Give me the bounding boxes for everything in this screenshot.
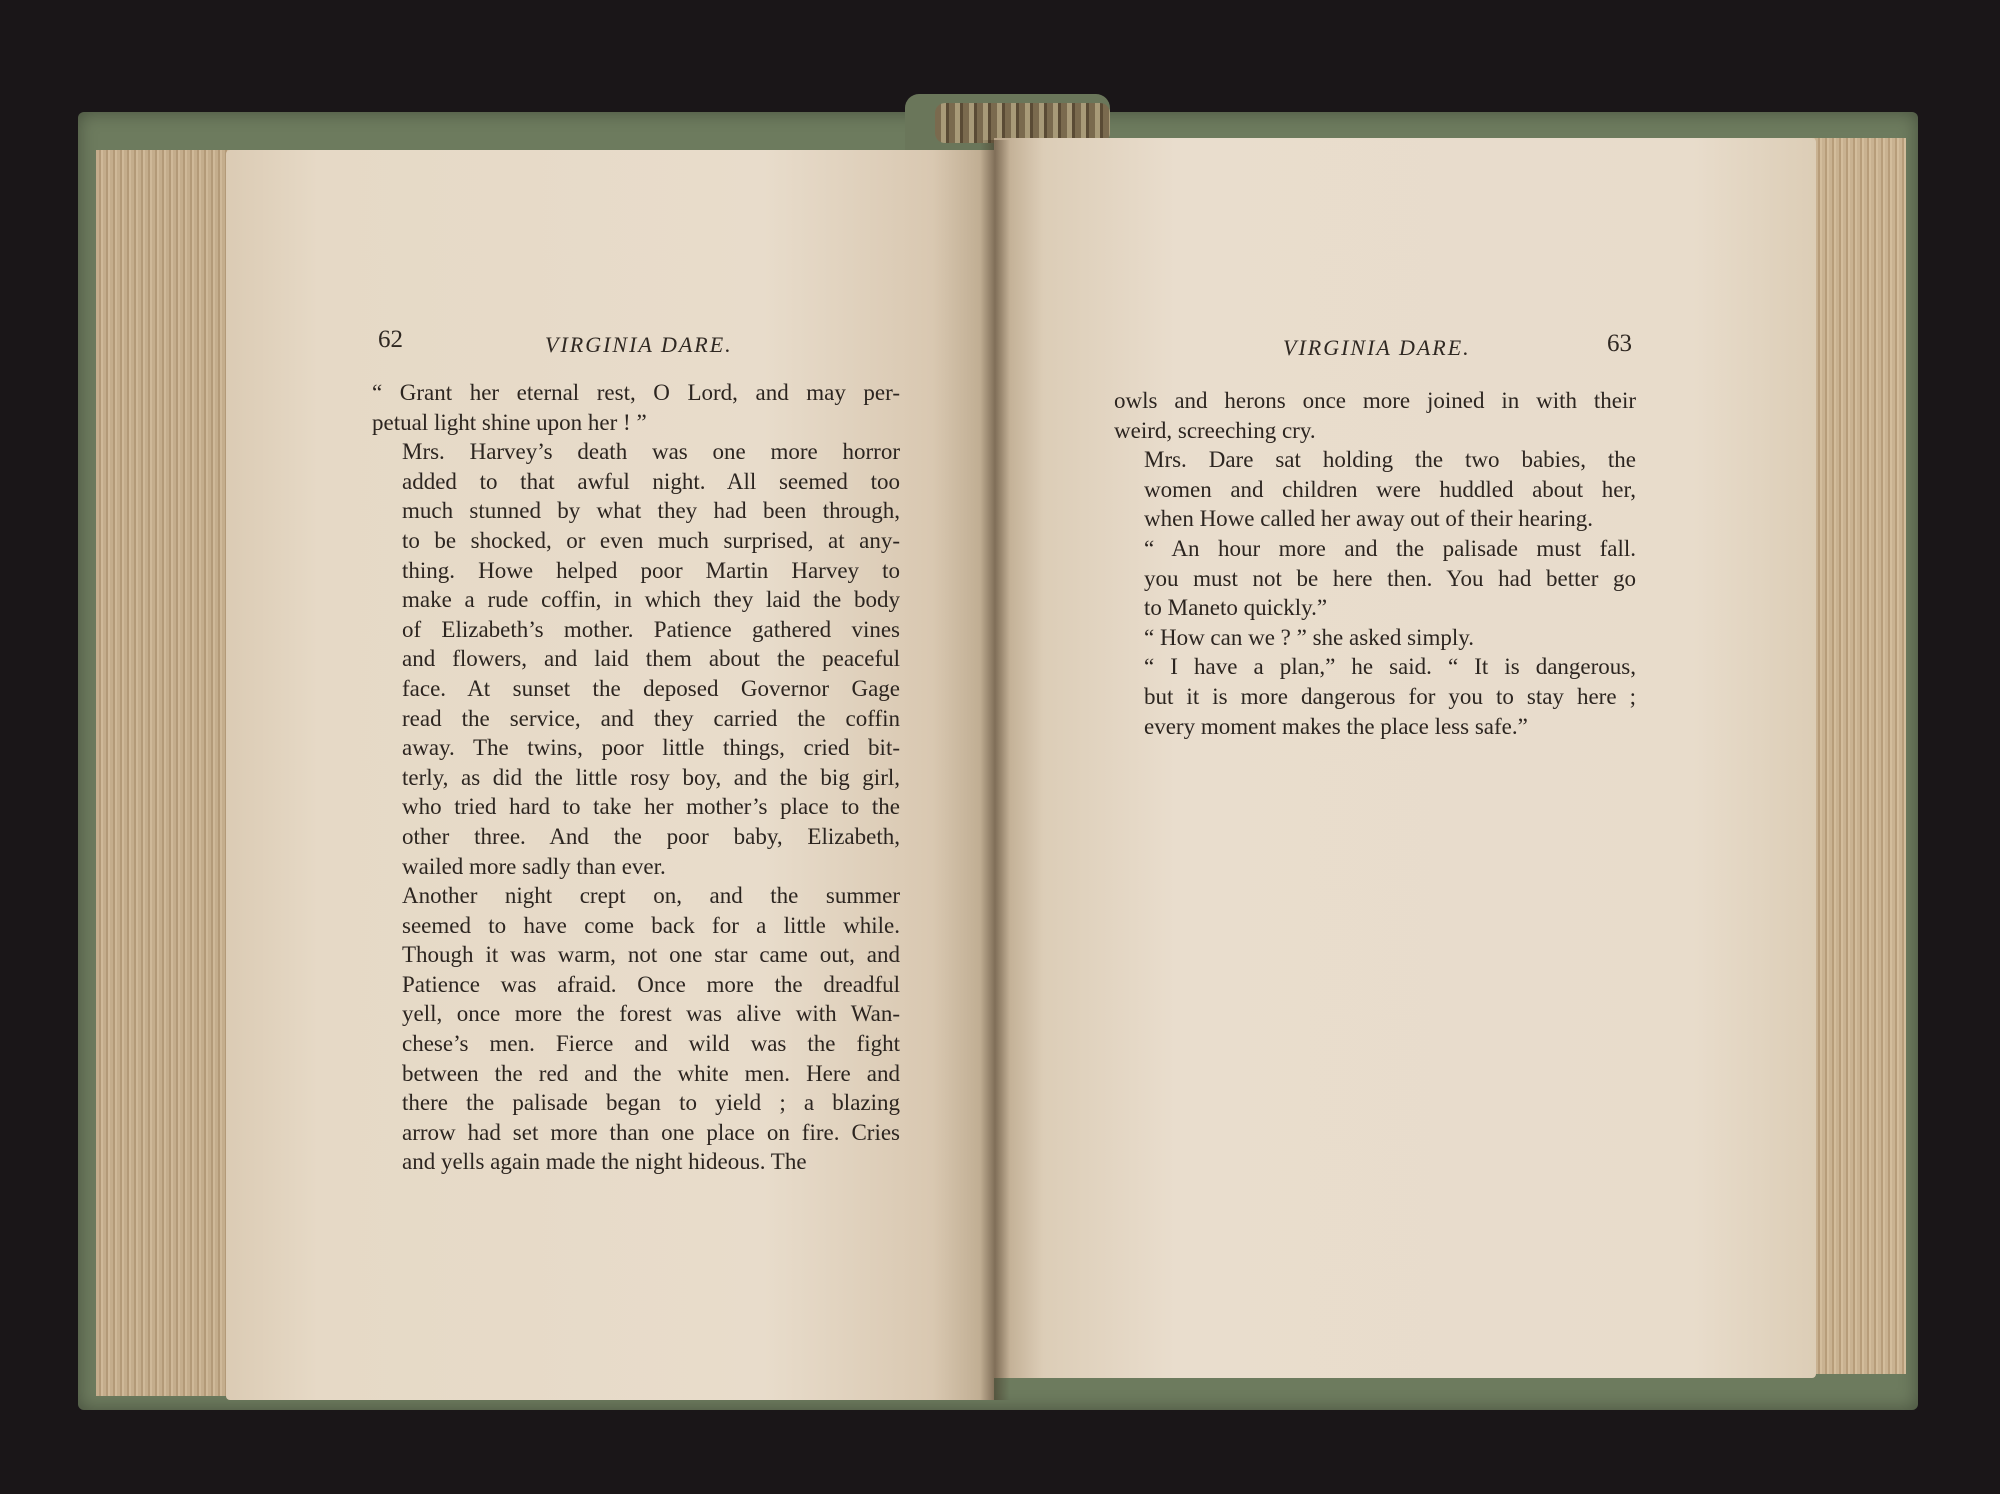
paragraph [1114, 445, 1636, 534]
text-line: yell, once more the forest was alive with Wan- [402, 1001, 900, 1027]
paragraph [1114, 534, 1636, 623]
text-line: every moment makes the place less safe.” [1144, 713, 1528, 739]
page-number-left: 62 [378, 326, 403, 353]
text-line: and flowers, and laid them about the peaceful [402, 646, 900, 672]
text-line: face. At sunset the deposed Governor Gage [402, 675, 900, 701]
right-page [994, 138, 1816, 1378]
text-line: make a rude coffin, in which they laid the body [402, 587, 900, 613]
text-line: Mrs. Harvey’s death was one more horror [402, 439, 900, 465]
paragraph [372, 881, 900, 1177]
page-number-right: 63 [1607, 330, 1632, 357]
text-line: between the red and the white men. Here and [402, 1060, 900, 1086]
page-edges-left [96, 150, 236, 1396]
paragraph [1114, 623, 1636, 653]
paragraph [1114, 386, 1636, 445]
paragraph [372, 437, 900, 881]
text-line: away. The twins, poor little things, cried bit- [402, 735, 900, 761]
text-line: added to that awful night. All seemed too [402, 468, 900, 494]
text-line: but it is more dangerous for you to stay here ; [1144, 683, 1636, 709]
left-page-text [372, 378, 900, 1177]
text-line: arrow had set more than one place on fire. Cries [402, 1119, 900, 1145]
gutter-shadow [980, 140, 1010, 1400]
text-line: “ How can we ? ” she asked simply. [1144, 624, 1474, 650]
headband [935, 103, 1110, 143]
text-line: petual light shine upon her ! ” [372, 409, 647, 435]
text-line: “ Grant her eternal rest, O Lord, and may per- [372, 380, 900, 405]
text-line: Another night crept on, and the summer [402, 883, 900, 909]
text-line: who tried hard to take her mother’s place to the [402, 794, 900, 820]
text-line: seemed to have come back for a little while. [402, 912, 900, 938]
text-line: and yells again made the night hideous. The [402, 1149, 807, 1175]
text-line: women and children were huddled about her, [1144, 476, 1636, 502]
text-line: you must not be here then. You had better go [1144, 565, 1636, 591]
running-head-left: VIRGINIA DARE. [545, 332, 733, 357]
text-line: there the palisade began to yield ; a blazing [402, 1090, 900, 1116]
text-line: of Elizabeth’s mother. Patience gathered vines [402, 616, 900, 642]
text-line: Mrs. Dare sat holding the two babies, the [1144, 447, 1636, 473]
text-line: Patience was afraid. Once more the dreadful [402, 971, 900, 997]
text-line: chese’s men. Fierce and wild was the fight [402, 1031, 900, 1057]
text-line: other three. And the poor baby, Elizabeth, [402, 823, 900, 849]
text-line: weird, screeching cry. [1114, 417, 1316, 443]
text-line: “ An hour more and the palisade must fall. [1144, 535, 1636, 561]
text-line: when Howe called her away out of their hearing. [1144, 506, 1593, 532]
text-line: Though it was warm, not one star came out, and [402, 942, 900, 968]
paragraph [372, 378, 900, 437]
paragraph [1114, 652, 1636, 741]
text-line: owls and herons once more joined in with their [1114, 388, 1636, 413]
running-head-right: VIRGINIA DARE. [1283, 335, 1471, 360]
text-line: read the service, and they carried the coffin [402, 705, 900, 731]
page-edges-right [1808, 138, 1906, 1374]
text-line: thing. Howe helped poor Martin Harvey to [402, 557, 900, 583]
right-page-text [1114, 386, 1636, 741]
text-line: to be shocked, or even much surprised, at any- [402, 527, 900, 553]
text-line: “ I have a plan,” he said. “ It is dangerous, [1144, 654, 1636, 680]
text-line: to Maneto quickly.” [1144, 595, 1328, 621]
text-line: terly, as did the little rosy boy, and the big girl, [402, 764, 900, 790]
text-line: much stunned by what they had been through, [402, 498, 900, 524]
text-line: wailed more sadly than ever. [402, 853, 666, 879]
